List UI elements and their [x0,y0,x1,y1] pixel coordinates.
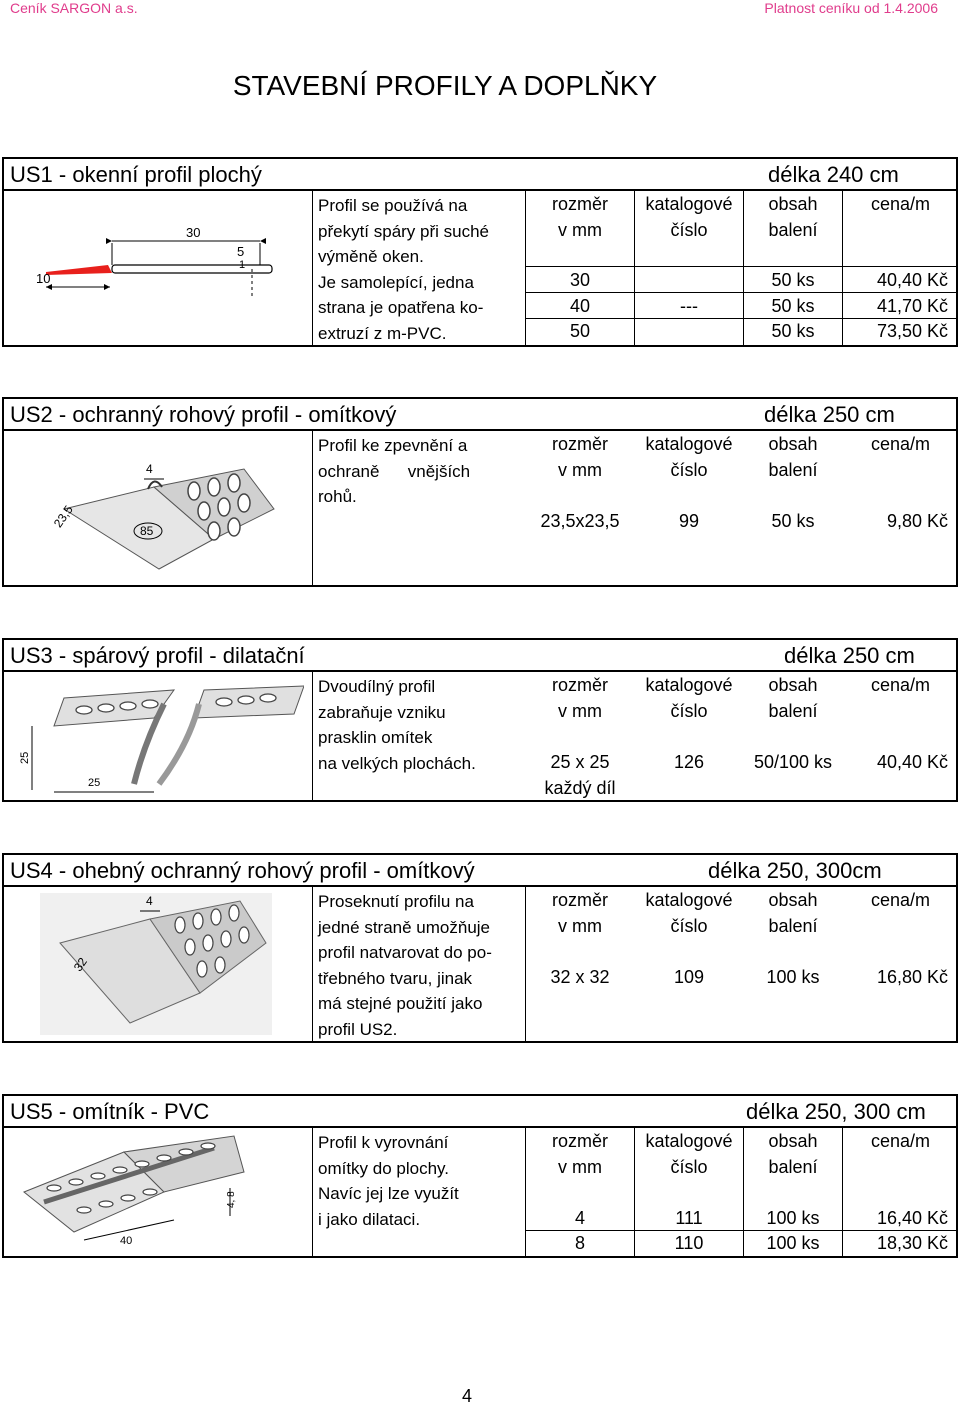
section-description: Dvoudílný profil zabraňuje vzniku prasklin omítek na velkých plochách. [318,677,476,773]
section-us4: US4 - ohebný ochranný rohový profil - omítkový délka 250, 300cm 4 32 Proseknutí profilu na jedné straně umožňuje profil natvarovat do po- třebného tvaru, jinak má stejné použití jako profil US2. rozměr v mm katalogové číslo obsah balení cena/m 32 x 32 109 100 ks 16,80 Kč [2,853,958,1043]
header-validity: Platnost ceníku od 1.4.2006 [764,0,938,16]
col-header-price: cena/m [870,890,931,910]
svg-text:4: 4 [146,894,153,908]
svg-text:85: 85 [140,524,154,538]
section-length: délka 250 cm [784,643,915,668]
col-header-price: cena/m [870,1131,931,1151]
svg-text:4, 8: 4, 8 [226,1191,237,1208]
svg-text:40: 40 [120,1235,133,1247]
page-title: STAVEBNÍ PROFILY A DOPLŇKY [232,70,658,101]
section-header [4,399,956,431]
section-length: délka 250, 300 cm [746,1099,926,1124]
col-header-pack: obsah balení [768,1131,818,1177]
header-company: Ceník SARGON a.s. [10,0,138,16]
section-description: Proseknutí profilu na jedné straně umožňuje profil natvarovat do po- třebného tvaru, jinak má stejné použití jako profil US2. [318,892,492,1039]
col-header-pack: obsah balení [768,194,818,240]
svg-text:25: 25 [88,777,101,789]
col-header-size: rozměr v mm [551,194,608,240]
section-title: US5 - omítník - PVC [10,1099,210,1124]
us2-profile-image [44,449,284,579]
svg-text:23,5: 23,5 [50,502,76,531]
col-header-size: rozměr v mm [551,1131,608,1177]
col-header-cat: katalogové číslo [645,434,733,480]
section-description: Profil ke zpevnění a ochraně vnějších rohů. [318,436,471,506]
col-header-cat: katalogové číslo [645,890,733,936]
col-header-size: rozměr v mm [551,675,608,721]
section-length: délka 240 cm [768,162,899,187]
col-header-pack: obsah balení [768,890,818,936]
section-description: Profil se používá na překytí spáry při suché výměně oken. Je samolepící, jedna strana je opatřena ko- extruzí z m-PVC. [318,196,490,343]
col-header-price: cena/m [870,675,931,695]
us1-profile-diagram [32,221,292,301]
svg-text:4: 4 [146,462,153,476]
col-header-cat: katalogové číslo [645,194,733,240]
dim-label: 30 [186,225,201,240]
svg-text:25: 25 [19,751,31,764]
us5-profile-image [14,1132,254,1252]
section-header [4,640,956,672]
section-header [4,855,956,887]
section-us3: US3 - spárový profil - dilatační délka 250 cm 25 25 Dvoudílný profil zabraňuje vzniku prasklin omítek na velkých plochách. rozměr v mm katalogové číslo obsah balení cena/m 25 x 25 každý díl 126 50/100 ks 40,40 Kč [2,638,958,802]
page-number: 4 [462,1386,473,1406]
section-us1: US1 - okenní profil plochý délka 240 cm 30 5 1 10 Profil se používá na překytí spáry při suché výměně oken. Je samolepící, jedna strana je opatřena ko- extruzí z m-PVC. rozměr v mm katalogové číslo obsah balení cena/m 30 50 ks 40,40 Kč 40 --- 50 ks 41,70 Kč 50 50 ks 73,50 Kč [2,157,958,347]
col-header-cat: katalogové číslo [645,675,733,721]
svg-text:32: 32 [70,954,90,974]
dim-label: 10 [36,271,51,286]
col-header-cat: katalogové číslo [645,1131,733,1177]
section-us5: US5 - omítník - PVC délka 250, 300 cm 4, 8 40 Profil k vyrovnání omítky do plochy. Navíc jej lze využít i jako dilataci. rozměr v mm katalogové číslo obsah balení cena/m 4 111 100 ks 16,40 Kč 8 110 100 ks 18,30 Kč [2,1094,958,1258]
col-header-pack: obsah balení [768,675,818,721]
dim-label: 5 [237,244,245,259]
section-us2: US2 - ochranný rohový profil - omítkový délka 250 cm 4 23,5 85 Profil ke zpevnění a ochraně vnějších rohů. rozměr v mm katalogové číslo obsah balení cena/m 23,5x23,5 99 50 ks 9,80 Kč [2,397,958,587]
section-title: US2 - ochranný rohový profil - omítkový [10,402,397,427]
col-header-size: rozměr v mm [551,890,608,936]
section-length: délka 250, 300cm [708,858,882,883]
section-description: Profil k vyrovnání omítky do plochy. Navíc jej lze využít i jako dilataci. [318,1133,459,1229]
section-header [4,159,956,191]
col-header-price: cena/m [870,434,931,454]
col-header-pack: obsah balení [768,434,818,480]
section-length: délka 250 cm [764,402,895,427]
col-header-size: rozměr v mm [551,434,608,480]
section-header [4,1096,956,1128]
section-title: US3 - spárový profil - dilatační [10,643,305,668]
us4-profile-image [40,893,272,1035]
section-title: US4 - ohebný ochranný rohový profil - omítkový [10,858,475,883]
us3-profile-image [14,678,304,798]
dim-label: 1 [239,259,246,271]
col-header-price: cena/m [870,194,931,214]
section-title: US1 - okenní profil plochý [10,162,262,187]
